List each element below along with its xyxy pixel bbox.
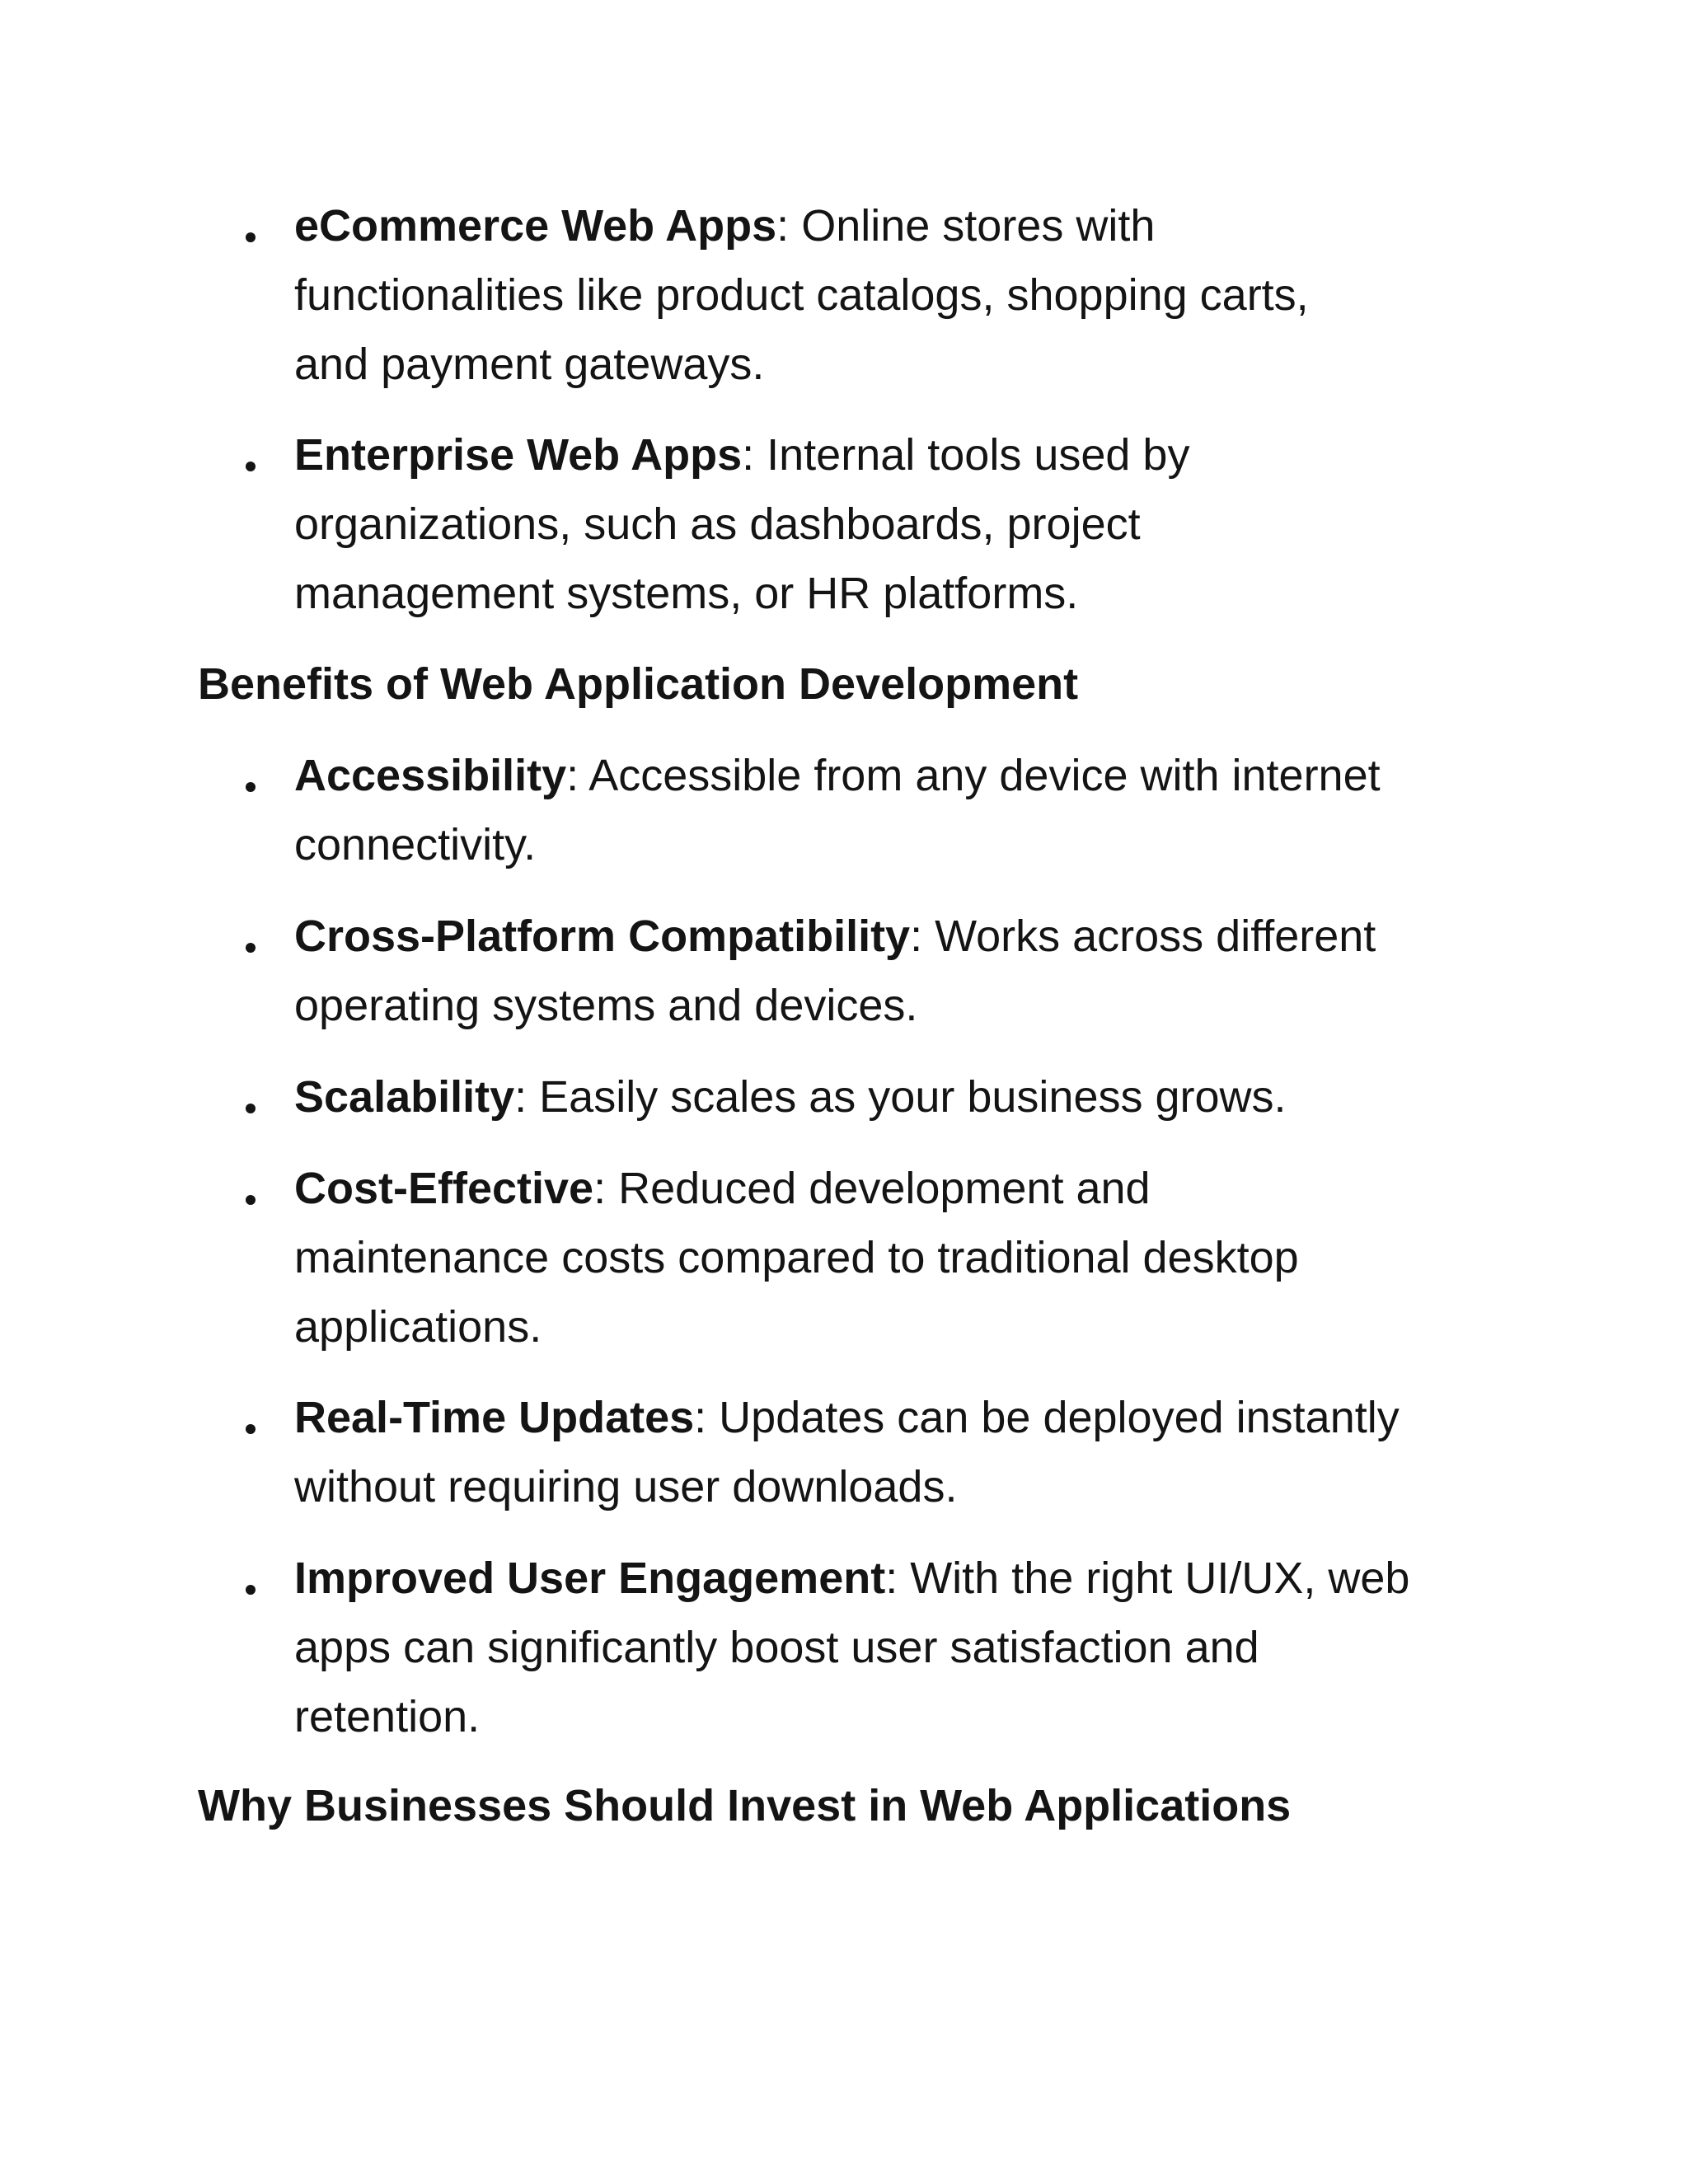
list-item-desc-line: retention. <box>294 1692 481 1741</box>
bullet-icon <box>246 1585 256 1595</box>
list-item-desc-line: Works across different <box>935 912 1376 961</box>
list-item-scalability <box>0 1062 1688 1154</box>
list-item-separator: : <box>885 1554 911 1603</box>
list-item-cost-effective <box>0 1154 1688 1383</box>
list-item-text <box>294 1544 1498 1751</box>
list-item-enterprise <box>0 420 1688 649</box>
list-item-text <box>294 741 1498 879</box>
list-item-term: Real-Time Updates <box>294 1393 695 1442</box>
list-item-cross-platform <box>0 902 1688 1062</box>
bullet-icon <box>246 462 256 471</box>
list-item-desc-line: Online stores with <box>801 201 1156 251</box>
list-item-desc-line: maintenance costs compared to traditional desktop <box>294 1233 1299 1282</box>
list-item-desc-line: and payment gateways. <box>294 340 765 389</box>
benefits-list <box>0 741 1688 1773</box>
list-item-separator: : <box>593 1164 619 1213</box>
list-item-text <box>294 1154 1498 1361</box>
list-item-accessibility <box>0 741 1688 902</box>
bullet-icon <box>246 1424 256 1434</box>
list-item-user-engagement <box>0 1544 1688 1773</box>
list-item-term: eCommerce Web Apps <box>294 201 777 251</box>
list-item-term: Accessibility <box>294 751 567 800</box>
intro-list <box>0 191 1688 649</box>
bullet-icon <box>246 943 256 953</box>
list-item-text <box>294 191 1498 399</box>
list-item-text <box>294 420 1498 628</box>
list-item-term: Cross-Platform Compatibility <box>294 912 911 961</box>
list-item-term: Enterprise Web Apps <box>294 430 743 480</box>
list-item-term: Cost-Effective <box>294 1164 594 1213</box>
list-item-real-time-updates <box>0 1383 1688 1544</box>
list-item-separator: : <box>514 1072 540 1122</box>
bullet-icon <box>246 1195 256 1205</box>
list-item-desc-line: management systems, or HR platforms. <box>294 569 1079 618</box>
list-item-separator: : <box>566 751 589 800</box>
bullet-icon <box>246 782 256 792</box>
list-item-desc-line: With the right UI/UX, web <box>910 1554 1410 1603</box>
list-item-desc-line: without requiring user downloads. <box>294 1462 958 1511</box>
list-item-desc-line: Reduced development and <box>618 1164 1151 1213</box>
bullet-icon <box>246 232 256 242</box>
list-item-term: Scalability <box>294 1072 515 1122</box>
list-item-desc-line: Accessible from any device with internet <box>588 751 1381 800</box>
section-heading-benefits: Benefits of Web Application Development <box>198 659 1079 709</box>
list-item-desc-line: apps can significantly boost user satisfaction and <box>294 1623 1259 1672</box>
list-item-separator: : <box>910 912 935 961</box>
list-item-text <box>294 902 1498 1040</box>
list-item-text <box>294 1383 1498 1521</box>
list-item-desc-line: functionalities like product catalogs, shopping carts, <box>294 270 1309 320</box>
section-heading-invest: Why Businesses Should Invest in Web Applications <box>198 1781 1292 1830</box>
list-item-separator: : <box>776 201 802 251</box>
list-item-desc-line: Updates can be deployed instantly <box>719 1393 1400 1442</box>
list-item-desc-line: organizations, such as dashboards, project <box>294 499 1141 549</box>
list-item-separator: : <box>742 430 767 480</box>
list-item-term: Improved User Engagement <box>294 1554 886 1603</box>
list-item-desc-line: connectivity. <box>294 820 537 869</box>
list-item-desc-line: Easily scales as your business grows. <box>539 1072 1287 1122</box>
list-item-ecommerce <box>0 191 1688 420</box>
bullet-icon <box>246 1104 256 1113</box>
list-item-separator: : <box>694 1393 720 1442</box>
list-item-desc-line: operating systems and devices. <box>294 981 918 1030</box>
list-item-text <box>294 1062 1498 1132</box>
list-item-desc-line: Internal tools used by <box>767 430 1190 480</box>
list-item-desc-line: applications. <box>294 1302 542 1352</box>
